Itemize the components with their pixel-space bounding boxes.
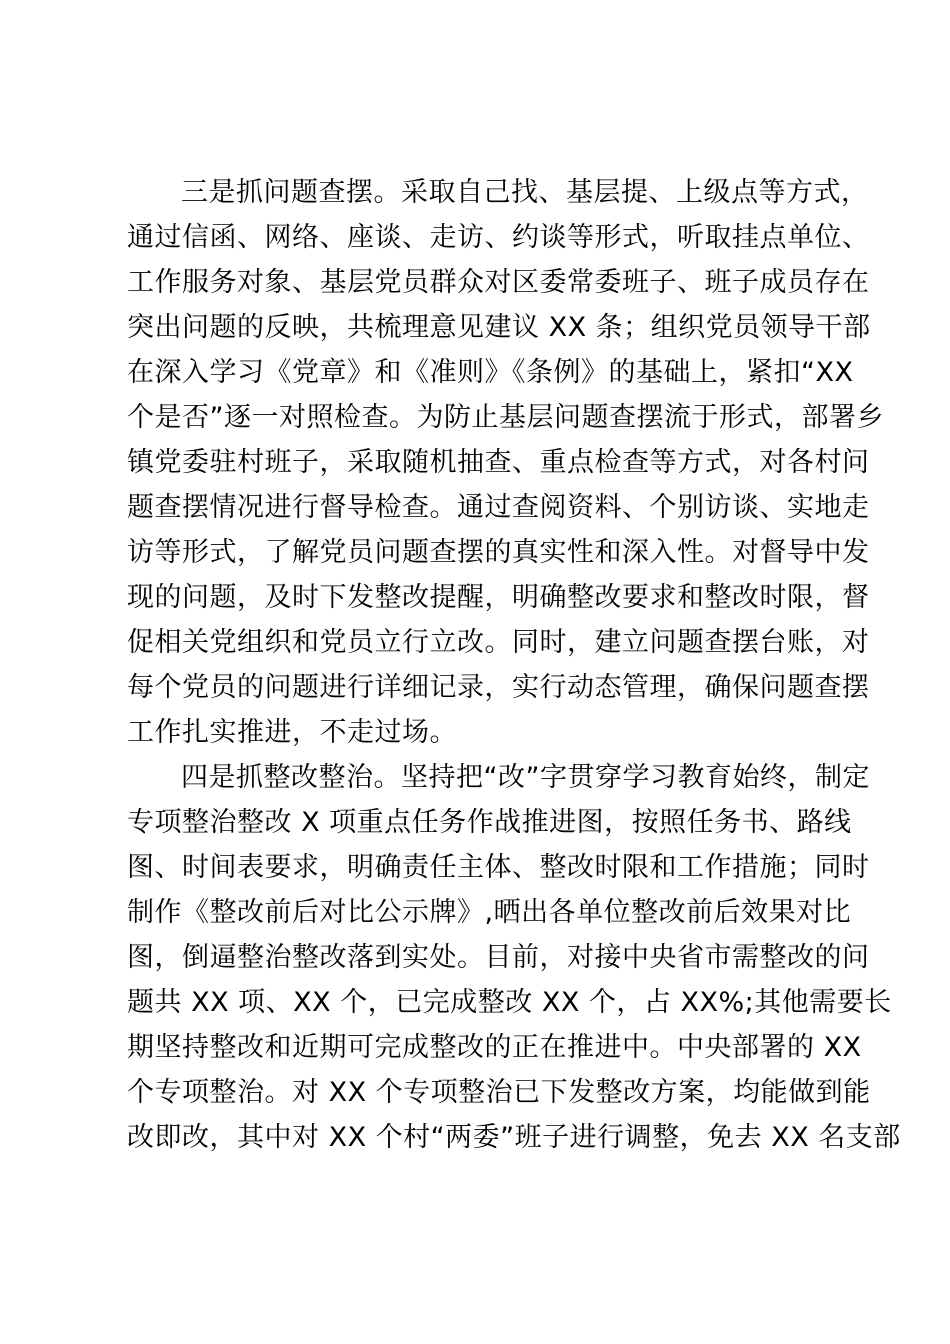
text-line: 访等形式，了解党员问题查摆的真实性和深入性。对督导中发 [127, 537, 870, 568]
paragraph-problem-review [127, 170, 884, 755]
text-line: 促相关党组织和党员立行立改。同时，建立问题查摆台账，对 [127, 627, 870, 658]
text-line: 通过信函、网络、座谈、走访、约谈等形式，听取挂点单位、 [127, 222, 870, 253]
text-line: 现的问题，及时下发整改提醒，明确整改要求和整改时限，督 [127, 582, 870, 613]
text-line: 突出问题的反映，共梳理意见建议 XX 条；组织党员领导干部 [127, 312, 871, 343]
text-line: 镇党委驻村班子，采取随机抽查、重点检查等方式，对各村问 [127, 447, 870, 478]
text-line: 个专项整治。对 XX 个专项整治已下发整改方案，均能做到能 [127, 1077, 871, 1108]
text-line: 图，倒逼整治整改落到实处。目前，对接中央省市需整改的问 [127, 942, 870, 973]
paragraph-rectification [127, 755, 901, 1160]
text-line: 改即改，其中对 XX 个村“两委”班子进行调整，免去 XX 名支部 [127, 1122, 901, 1153]
text-line: 题共 XX 项、XX 个，已完成整改 XX 个，占 XX%;其他需要长 [127, 987, 892, 1018]
document-body [127, 170, 901, 1160]
text-line: 在深入学习《党章》和《准则》《条例》的基础上，紧扣“XX [127, 357, 854, 388]
text-line: 三是抓问题查摆。采取自己找、基层提、上级点等方式， [181, 177, 869, 208]
text-line: 期坚持整改和近期可完成整改的正在推进中。中央部署的 XX [127, 1032, 862, 1063]
text-line: 图、时间表要求，明确责任主体、整改时限和工作措施；同时 [127, 852, 870, 883]
text-line: 工作服务对象、基层党员群众对区委常委班子、班子成员存在 [127, 267, 870, 298]
text-line: 工作扎实推进，不走过场。 [127, 717, 457, 748]
text-line: 四是抓整改整治。坚持把“改”字贯穿学习教育始终，制定 [181, 762, 870, 793]
text-line: 题查摆情况进行督导检查。通过查阅资料、个别访谈、实地走 [127, 492, 870, 523]
text-line: 个是否”逐一对照检查。为防止基层问题查摆流于形式，部署乡 [127, 402, 884, 433]
text-line: 制作《整改前后对比公示牌》,晒出各单位整改前后效果对比 [127, 897, 852, 928]
text-line: 每个党员的问题进行详细记录，实行动态管理，确保问题查摆 [127, 672, 870, 703]
text-line: 专项整治整改 X 项重点任务作战推进图，按照任务书、路线 [127, 807, 852, 838]
